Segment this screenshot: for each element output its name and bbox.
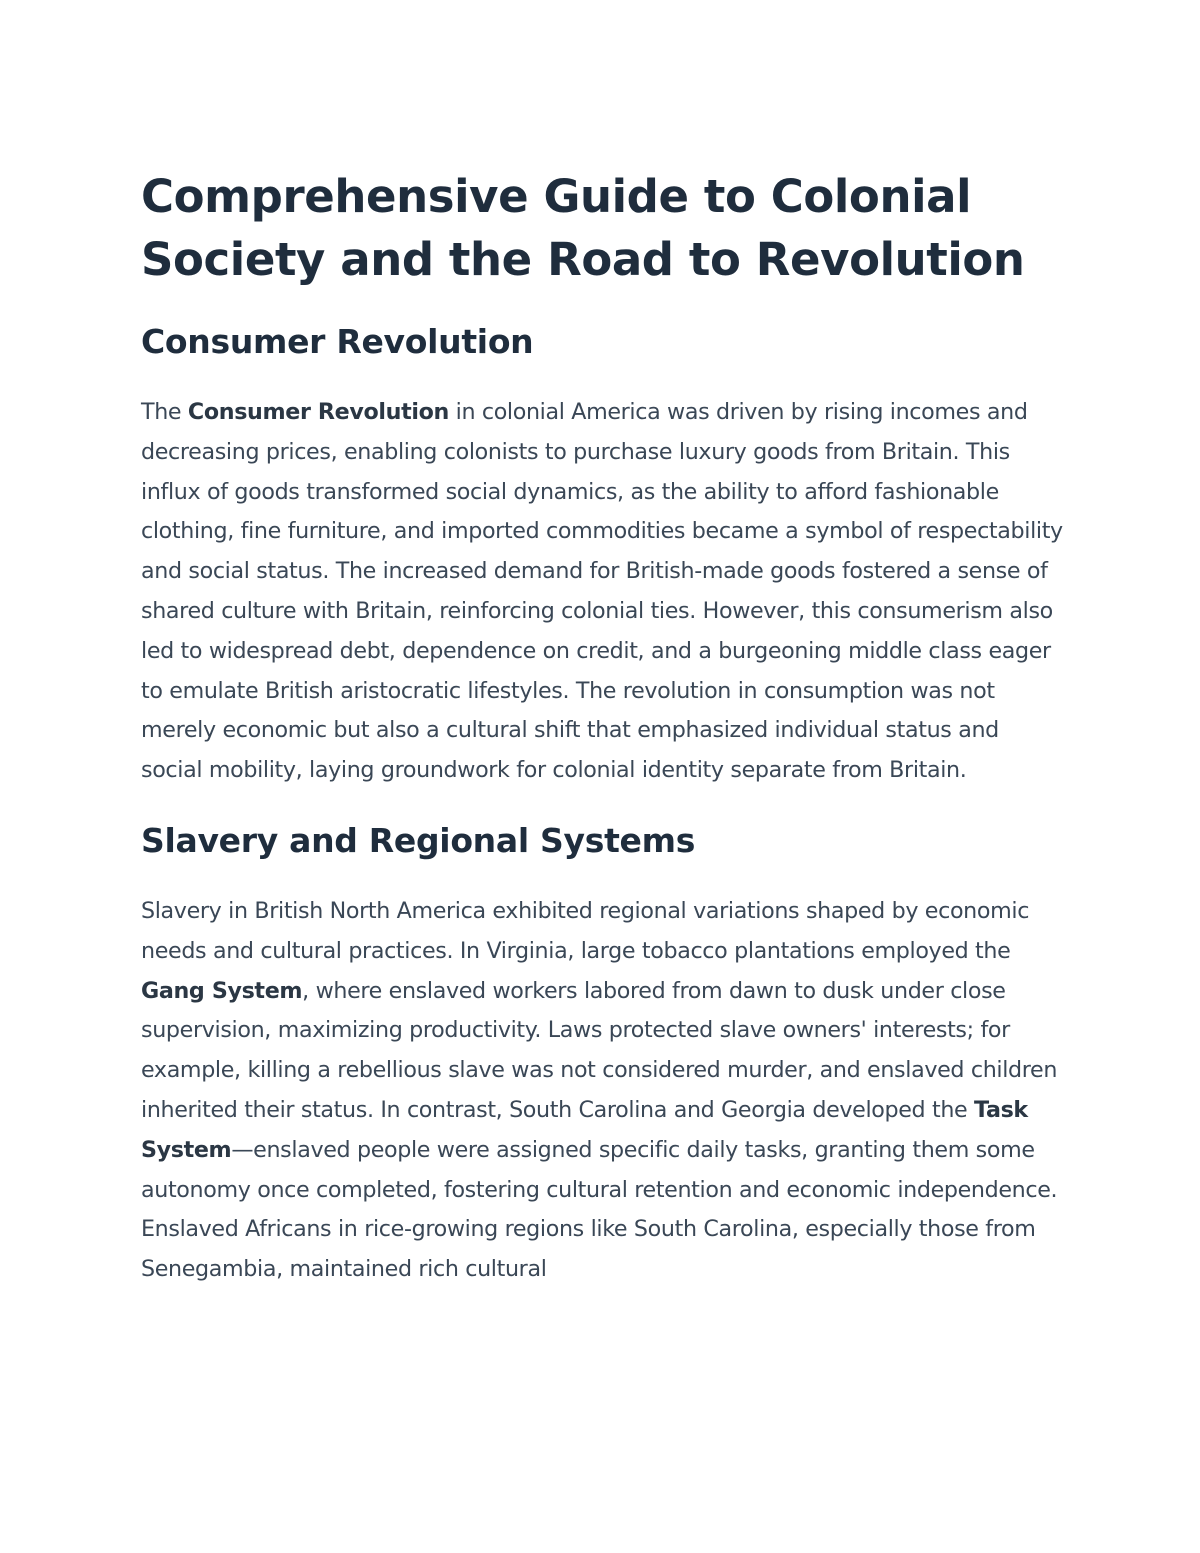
section-paragraph-consumer-revolution — [141, 393, 1066, 791]
paragraph-text: Slavery in British North America exhibited regional variations shaped by economic needs and cultural practices. In Virginia, large tobacco plantations employed the — [141, 897, 1030, 964]
bold-term-gang-system: Gang System — [141, 977, 303, 1004]
section-heading-slavery: Slavery and Regional Systems — [141, 820, 696, 860]
paragraph-text: , where enslaved workers labored from dawn to dusk under close supervision, maximizing productivity. Laws protected slave owners' interests; for example, killing a rebellious slave was not considered murder, and enslaved children inherited their status. In contrast, South Carolina and Georgia developed the — [141, 977, 1058, 1123]
bold-term-consumer-revolution: Consumer Revolution — [187, 399, 449, 425]
paragraph-text: —enslaved people were assigned specific daily tasks, granting them some autonomy once completed, fostering cultural retention and economic independence. Enslaved Africans in rice-growing regions like South Carolina, especially those from Senegambia, maintained rich cultural — [141, 1136, 1058, 1283]
bold-term-task-system: Task System — [141, 1096, 1028, 1163]
paragraph-text: The — [141, 399, 188, 425]
section-heading-consumer-revolution: Consumer Revolution — [141, 322, 534, 361]
document-title: Comprehensive Guide to Colonial Society and the Road to Revolution — [141, 170, 1025, 286]
section-paragraph-slavery — [141, 892, 1066, 1290]
document-page — [141, 165, 1066, 1290]
paragraph-text: in colonial America was driven by rising incomes and decreasing prices, enabling colonists to purchase luxury goods from Britain. This influx of goods transformed social dynamics, as the ability to afford fashionable clothing, fine furniture, and imported commodities became a symbol of respectability and social status. The increased demand for British-made goods fostered a sense of shared culture with Britain, reinforcing colonial ties. However, this consumerism also led to widespread debt, dependence on credit, and a burgeoning middle class eager to emulate British aristocratic lifestyles. The revolution in consumption was not merely economic but also a cultural shift that emphasized individual status and social mobility, laying groundwork for colonial identity separate from Britain. — [141, 399, 1063, 784]
